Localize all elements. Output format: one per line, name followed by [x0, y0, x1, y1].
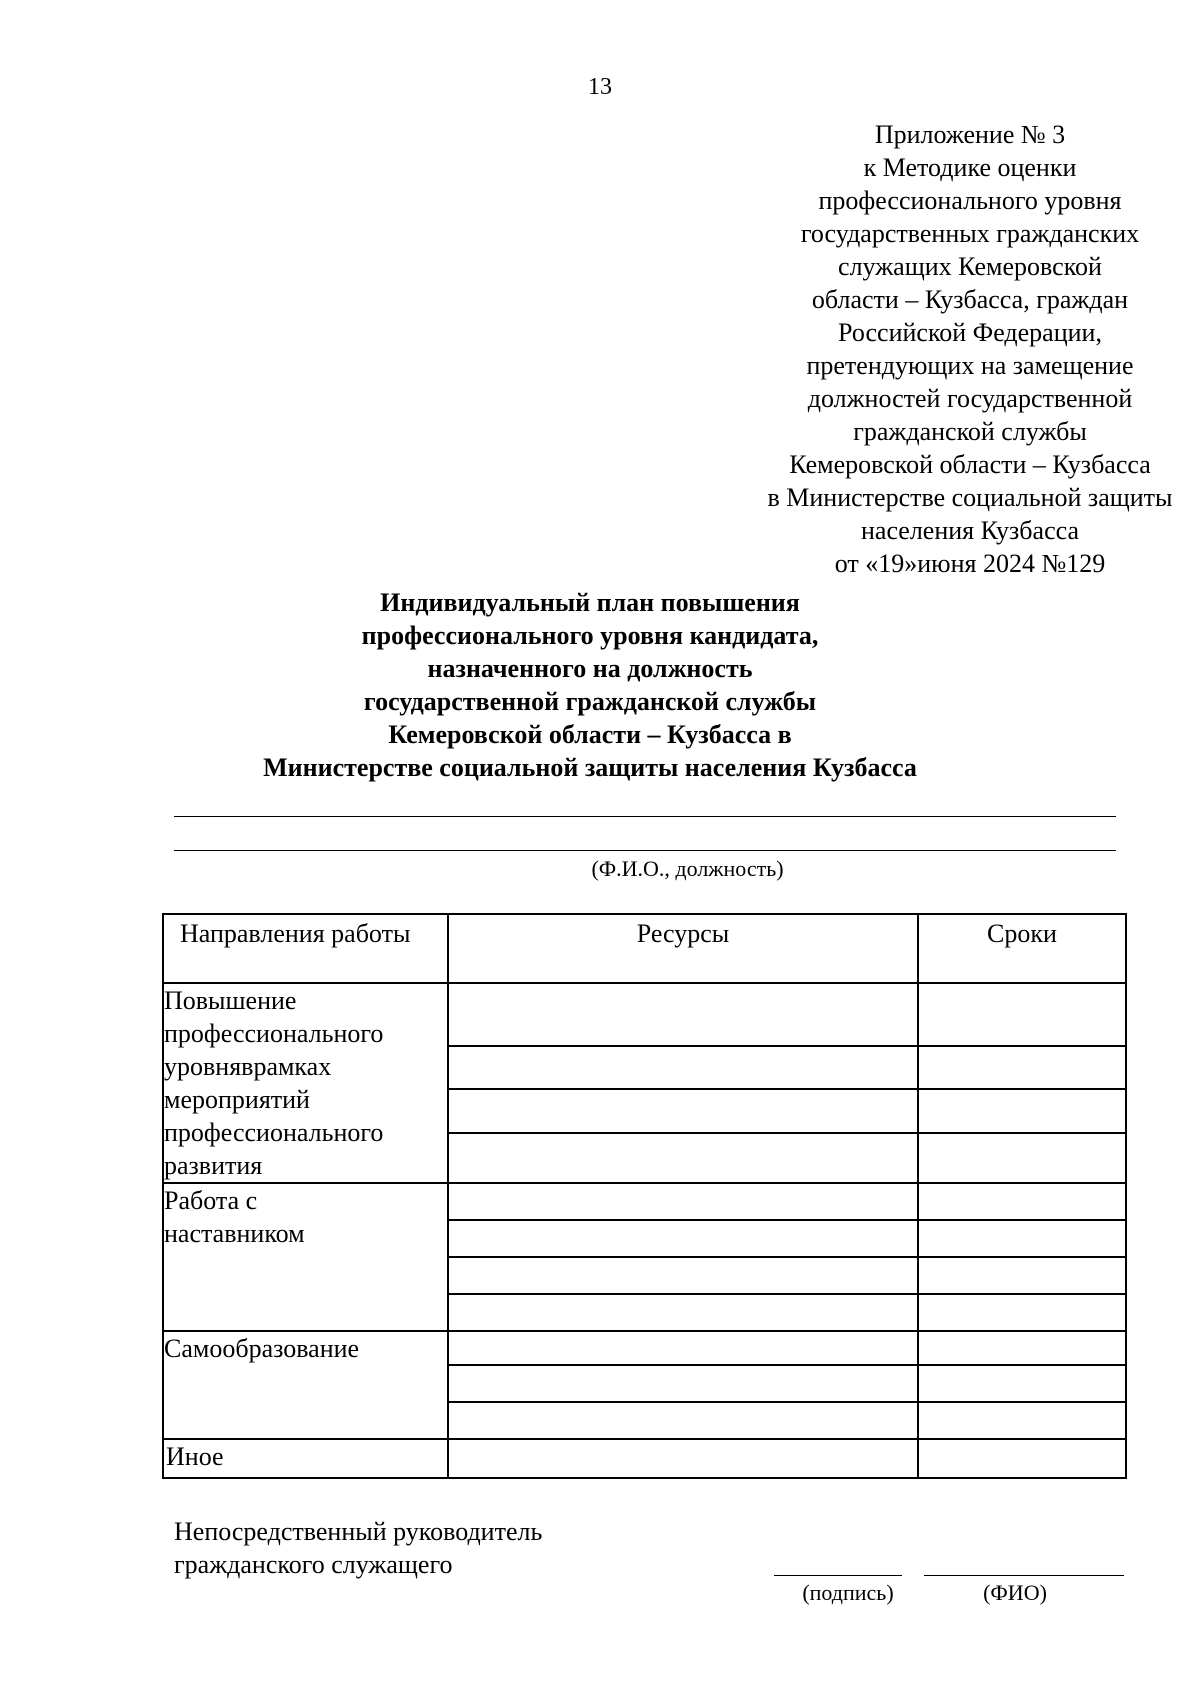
terms-cell[interactable]	[918, 1220, 1126, 1257]
direction-line: мероприятий	[164, 1085, 310, 1114]
terms-cell[interactable]	[918, 1294, 1126, 1331]
resources-cell[interactable]	[448, 1402, 918, 1439]
resources-cell[interactable]	[448, 1220, 918, 1257]
appendix-line: государственных гражданских	[800, 219, 1140, 248]
table-row	[163, 1331, 1126, 1365]
resources-cell[interactable]	[448, 1257, 918, 1294]
direction-professional-development	[163, 983, 448, 1183]
direction-line: Повышение	[164, 986, 297, 1015]
appendix-line: претендующих на замещение	[806, 351, 1134, 380]
terms-cell[interactable]	[918, 983, 1126, 1046]
header-terms: Сроки	[918, 914, 1126, 983]
word: рамках	[253, 1052, 332, 1081]
terms-cell[interactable]	[918, 1183, 1126, 1220]
development-plan-table	[162, 913, 1127, 1479]
supervisor-role-line: Непосредственный руководитель	[174, 1517, 543, 1546]
page-number: 13	[588, 74, 612, 100]
title-line: Министерстве социальной защиты населения Кузбасса	[263, 753, 917, 782]
direction-line: профессионального	[164, 1019, 384, 1048]
resources-cell[interactable]	[448, 1089, 918, 1133]
title-line: профессионального уровня кандидата,	[361, 621, 819, 650]
appendix-line: населения Кузбасса	[860, 516, 1080, 545]
resources-cell[interactable]	[448, 1331, 918, 1365]
fio-fill-line[interactable]	[174, 816, 1116, 817]
terms-cell[interactable]	[918, 1089, 1126, 1133]
appendix-line: к Методике оценки	[863, 153, 1077, 182]
direction-line: Иное	[166, 1442, 224, 1471]
direction-other	[163, 1439, 448, 1478]
appendix-line: Приложение № 3	[874, 120, 1066, 149]
appendix-header	[690, 118, 1200, 580]
supervisor-role-line: гражданского служащего	[174, 1550, 453, 1579]
direction-line-justified	[164, 1050, 447, 1083]
terms-cell[interactable]	[918, 1133, 1126, 1183]
title-line: Кемеровской области – Кузбасса в	[388, 720, 792, 749]
position-fill-line[interactable]	[174, 850, 1116, 851]
terms-cell[interactable]	[918, 1402, 1126, 1439]
name-fill-line[interactable]	[924, 1575, 1124, 1576]
direction-mentor-work	[163, 1183, 448, 1331]
direction-line: наставником	[164, 1219, 305, 1248]
resources-cell[interactable]	[448, 1294, 918, 1331]
appendix-line: профессионального уровня	[818, 186, 1122, 215]
appendix-line: Кемеровской области – Кузбасса	[789, 450, 1151, 479]
direction-self-education	[163, 1331, 448, 1439]
signature-fill-line[interactable]	[774, 1575, 902, 1576]
terms-cell[interactable]	[918, 1439, 1126, 1478]
resources-cell[interactable]	[448, 983, 918, 1046]
resources-cell[interactable]	[448, 1133, 918, 1183]
terms-cell[interactable]	[918, 1331, 1126, 1365]
terms-cell[interactable]	[918, 1365, 1126, 1402]
signature-caption: (подпись)	[802, 1580, 894, 1605]
table-row	[163, 1439, 1126, 1478]
word: в	[241, 1052, 254, 1081]
resources-cell[interactable]	[448, 1183, 918, 1220]
direction-line: профессионального	[164, 1118, 384, 1147]
title-line: государственной гражданской службы	[363, 687, 817, 716]
direction-line: Работа с	[164, 1186, 258, 1215]
resources-cell[interactable]	[448, 1439, 918, 1478]
direction-line: Самообразование	[164, 1334, 360, 1363]
supervisor-signature-block	[174, 1515, 542, 1581]
appendix-line: от «19»июня 2024 №129	[834, 549, 1106, 578]
fio-caption: (Ф.И.О., должность)	[591, 856, 784, 881]
appendix-line: гражданской службы	[853, 417, 1087, 446]
table-header-row	[163, 914, 1126, 983]
title-line: назначенного на должность	[427, 654, 753, 683]
appendix-line: служащих Кемеровской	[838, 252, 1102, 281]
word: уровня	[164, 1052, 242, 1081]
appendix-line: в Министерстве социальной защиты	[767, 483, 1173, 512]
header-resources: Ресурсы	[448, 914, 918, 983]
resources-cell[interactable]	[448, 1046, 918, 1089]
resources-cell[interactable]	[448, 1365, 918, 1402]
terms-cell[interactable]	[918, 1257, 1126, 1294]
header-direction: Направления работы	[163, 914, 448, 983]
terms-cell[interactable]	[918, 1046, 1126, 1089]
appendix-line: должностей государственной	[807, 384, 1133, 413]
name-caption: (ФИО)	[983, 1580, 1047, 1605]
appendix-line: области – Кузбасса, граждан	[811, 285, 1129, 314]
table-row	[163, 983, 1126, 1046]
appendix-line: Российской Федерации,	[838, 318, 1102, 347]
direction-line: развития	[164, 1151, 263, 1180]
table-row	[163, 1183, 1126, 1220]
document-title	[230, 586, 950, 784]
title-line: Индивидуальный план повышения	[380, 588, 800, 617]
